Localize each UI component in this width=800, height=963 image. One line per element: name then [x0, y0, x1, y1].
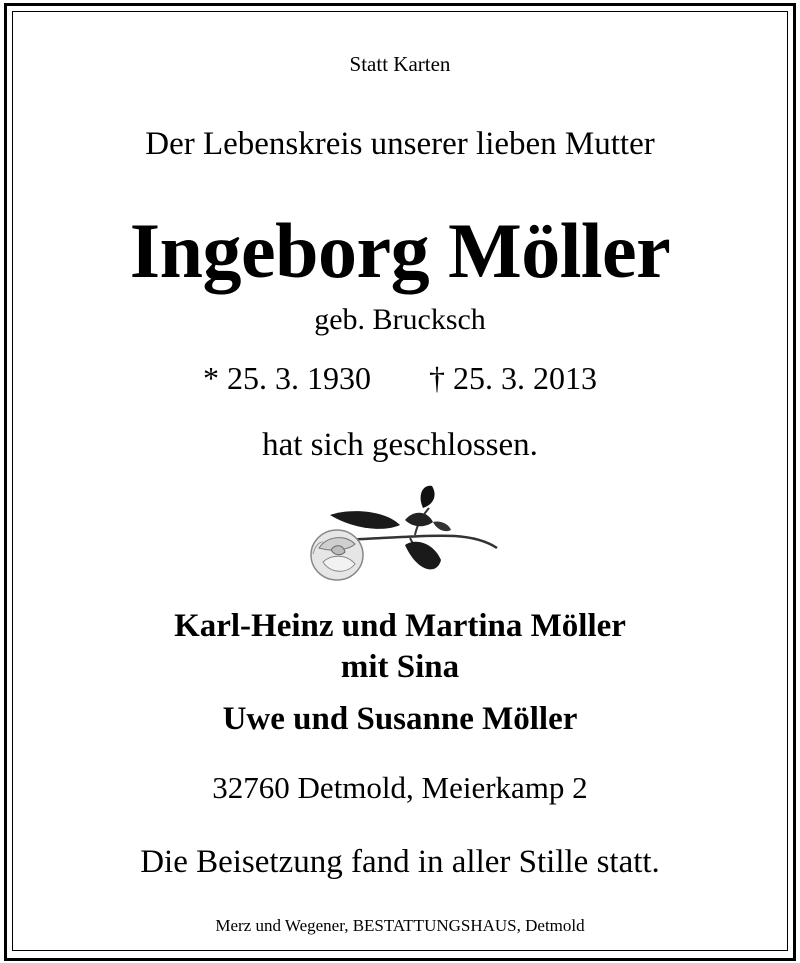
- intro-text: Der Lebenskreis unserer lieben Mutter: [145, 126, 655, 162]
- birth-date: * 25. 3. 1930: [203, 360, 371, 396]
- life-dates: [0, 362, 800, 394]
- funeral-home: Merz und Wegener, BESTATTUNGSHAUS, Detmold: [215, 916, 585, 935]
- address-text: 32760 Detmold, Meierkamp 2: [212, 770, 588, 805]
- mourner-line-1: Karl-Heinz und Martina Möller: [174, 608, 626, 644]
- header-text: Statt Karten: [349, 52, 451, 76]
- deceased-name: Ingeborg Möller: [129, 207, 671, 294]
- mourner-line-2: mit Sina: [340, 649, 460, 685]
- death-date: † 25. 3. 2013: [429, 360, 597, 396]
- closing-phrase: hat sich geschlossen.: [262, 427, 538, 463]
- burial-note: Die Beisetzung fand in aller Stille statt.: [140, 844, 660, 880]
- maiden-name: geb. Brucksch: [314, 303, 486, 336]
- mourner-line-3: Uwe und Susanne Möller: [222, 701, 578, 737]
- rose-icon: [305, 480, 505, 590]
